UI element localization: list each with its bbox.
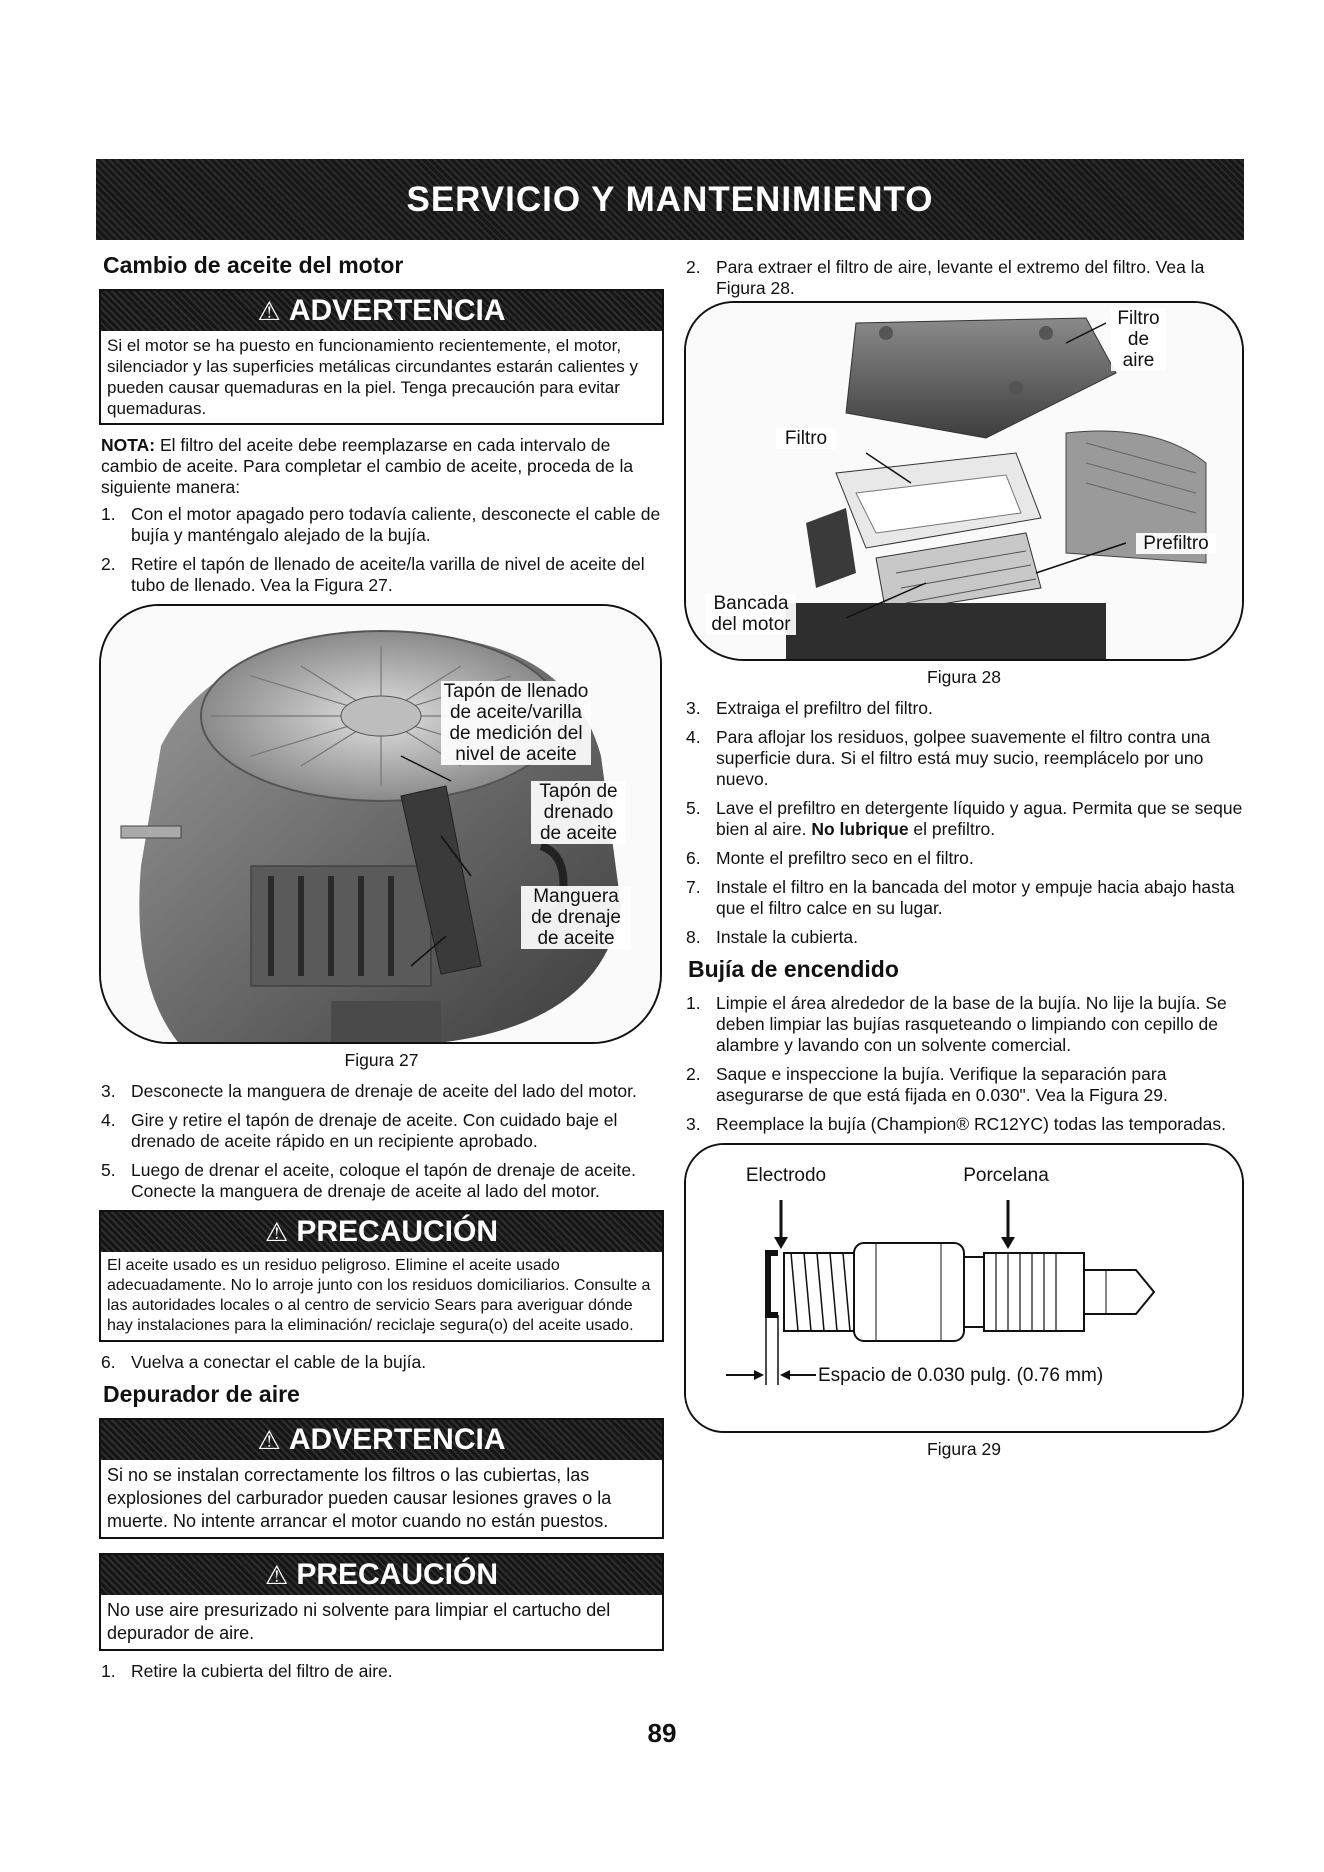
section-banner xyxy=(96,159,1244,240)
list-item: 3. Reemplace la bujía (Champion® RC12YC) todas las temporadas. xyxy=(686,1114,1226,1134)
figure-27-engine xyxy=(99,604,662,1044)
caution-box-used-oil xyxy=(99,1210,664,1342)
callout-oil-drain-hose: Manguera de drenaje de aceite xyxy=(521,886,631,949)
warning-triangle-icon: ⚠ xyxy=(257,296,281,326)
label-gap: Espacio de 0.030 pulg. (0.76 mm) xyxy=(818,1365,1104,1386)
figure-29-caption: Figura 29 xyxy=(927,1439,1001,1459)
figure-27-caption: Figura 27 xyxy=(344,1050,419,1070)
figure-29-spark-plug xyxy=(684,1143,1244,1433)
warning-box-engine-hot xyxy=(99,289,664,425)
oil-change-heading: Cambio de aceite del motor xyxy=(103,252,404,278)
caution-text: No use aire presurizado ni solvente para limpiar el cartucho del depurador de aire. xyxy=(107,1600,611,1643)
callout-oil-fill-cap: Tapón de llenado de aceite/varilla de medición del nivel de aceite xyxy=(441,681,591,765)
warning-text: Si no se instalan correctamente los filtros o las cubiertas, las explosiones del carburador pueden causar lesiones graves o la muerte. No intente arrancar el motor cuando no están puestos. xyxy=(107,1465,612,1531)
warning-label: ADVERTENCIA xyxy=(288,1423,506,1456)
spark-plug-heading: Bujía de encendido xyxy=(688,956,899,982)
list-item: 5. Luego de drenar el aceite, coloque el tapón de drenaje de aceite. Conecte la manguera de drenaje de aceite al lado del motor. xyxy=(101,1160,636,1201)
note-paragraph xyxy=(101,435,664,498)
caution-label: PRECAUCIÓN xyxy=(296,1558,498,1591)
list-item: 5. Lave el prefiltro en detergente líquido y agua. Permita que se seque bien al aire. No lubrique el prefiltro. xyxy=(686,798,1243,839)
spark-plug-illustration xyxy=(686,1145,1244,1433)
air-cleaner-heading: Depurador de aire xyxy=(103,1381,300,1407)
list-item: 6. Monte el prefiltro seco en el filtro. xyxy=(686,848,974,868)
label-porcelain: Porcelana xyxy=(963,1165,1049,1186)
list-item: 3. Desconecte la manguera de drenaje de aceite del lado del motor. xyxy=(101,1081,637,1101)
air-step-2 xyxy=(684,257,1244,299)
oil-steps-a xyxy=(99,504,664,596)
warning-label: ADVERTENCIA xyxy=(288,294,506,327)
warning-triangle-icon: ⚠ xyxy=(257,1425,281,1455)
list-item: 6. Vuelva a conectar el cable de la bujía. xyxy=(101,1352,427,1372)
list-item: 4. Gire y retire el tapón de drenaje de aceite. Con cuidado baje el drenado de aceite rápido en un recipiente aprobado. xyxy=(101,1110,618,1151)
list-item: 1. Limpie el área alrededor de la base de la bujía. No lije la bujía. Se deben limpiar las bujías rasqueteando o limpiando con cepillo de alambre y lavando con un solvente comercial. xyxy=(686,993,1227,1055)
note-label: NOTA: xyxy=(101,435,156,455)
callout-engine-base: Bancada del motor xyxy=(706,593,796,635)
spark-steps xyxy=(684,993,1244,1135)
figure-28-caption: Figura 28 xyxy=(927,667,1001,687)
air-step-1 xyxy=(99,1661,664,1682)
callout-filter: Filtro xyxy=(776,428,836,449)
label-electrode: Electrodo xyxy=(745,1165,827,1186)
list-item: 2. Retire el tapón de llenado de aceite/la varilla de nivel de aceite del tubo de llenado. Vea la Figura 27. xyxy=(101,554,645,595)
caution-label: PRECAUCIÓN xyxy=(296,1215,498,1248)
warning-header xyxy=(101,1420,662,1460)
list-item: 7. Instale el filtro en la bancada del motor y empuje hacia abajo hasta que el filtro calce en su lugar. xyxy=(686,877,1235,918)
caution-box-compressed-air xyxy=(99,1553,664,1651)
oil-steps-b xyxy=(99,1081,664,1202)
warning-header xyxy=(101,291,662,331)
caution-text: El aceite usado es un residuo peligroso. Elimine el aceite usado adecuadamente. No lo arroje junto con los residuos domiciliarios. Consulte a las autoridades locales o al centro de servicio Sears para averiguar dónde hay instalaciones para la eliminación/ reciclaje segura(o) del aceite usado. xyxy=(107,1257,651,1334)
warning-triangle-icon: ⚠ xyxy=(265,1217,289,1247)
oil-step-6 xyxy=(99,1352,664,1373)
list-item: 8. Instale la cubierta. xyxy=(686,927,859,947)
note-text: El filtro del aceite debe reemplazarse en cada intervalo de cambio de aceite. Para completar el cambio de aceite, proceda de la siguiente manera: xyxy=(101,435,634,497)
air-steps xyxy=(684,698,1244,948)
list-item: 3. Extraiga el prefiltro del filtro. xyxy=(686,698,933,718)
warning-text: Si el motor se ha puesto en funcionamiento recientemente, el motor, silenciador y las superficies metálicas circundantes estarán calientes y pueden causar quemaduras en la piel. Tenga precaución para evitar quemaduras. xyxy=(107,336,639,418)
list-item: 4. Para aflojar los residuos, golpee suavemente el filtro contra una superficie dura. Si el filtro está muy sucio, reemplácelo por uno nuevo. xyxy=(686,727,1211,789)
right-column xyxy=(684,257,1244,1470)
warning-triangle-icon: ⚠ xyxy=(265,1560,289,1590)
no-lubricate-emphasis: No lubrique xyxy=(811,819,909,839)
caution-header xyxy=(101,1555,662,1595)
warning-box-filters xyxy=(99,1418,664,1539)
list-item: 2. Para extraer el filtro de aire, levante el extremo del filtro. Vea la Figura 28. xyxy=(686,257,1205,298)
figure-28-air-filter xyxy=(684,301,1244,661)
list-item: 1. Retire la cubierta del filtro de aire. xyxy=(101,1661,393,1681)
list-item: 2. Saque e inspeccione la bujía. Verifique la separación para asegurarse de que está fijada en 0.030". Vea la Figura 29. xyxy=(686,1064,1168,1105)
callout-air-filter: Filtro de aire xyxy=(1111,308,1166,371)
banner-title: SERVICIO Y MANTENIMIENTO xyxy=(406,179,934,219)
left-column xyxy=(99,250,664,1690)
caution-header xyxy=(101,1212,662,1252)
callout-prefilter: Prefiltro xyxy=(1136,533,1216,554)
callout-oil-drain-plug: Tapón de drenado de aceite xyxy=(531,781,626,844)
list-item: 1. Con el motor apagado pero todavía caliente, desconecte el cable de bujía y manténgalo alejado de la bujía. xyxy=(101,504,661,545)
page-number: 89 xyxy=(647,1718,677,1748)
